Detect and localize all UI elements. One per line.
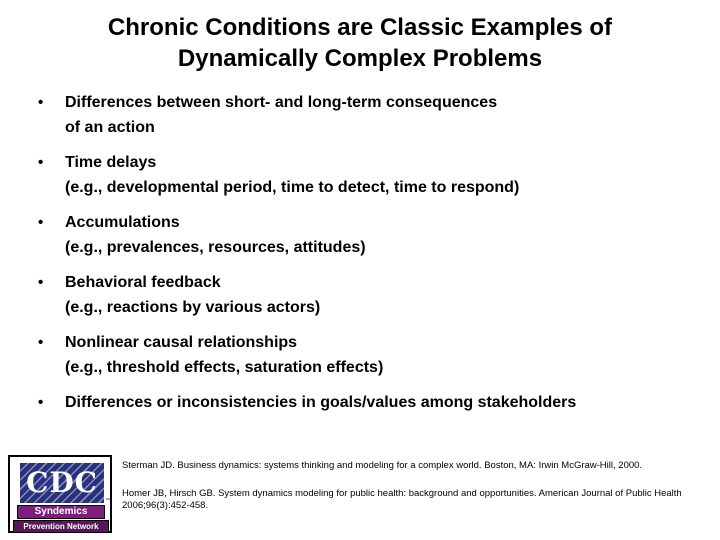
bullet-item — [38, 150, 712, 200]
bullet-item — [38, 90, 712, 140]
bullet-icon: • — [38, 154, 44, 171]
prevention-network-band: Prevention Network — [13, 520, 109, 533]
bullet-detail: of an action — [65, 119, 155, 136]
bullet-item — [38, 270, 712, 320]
cdc-logo-mark — [20, 463, 104, 503]
slide-title — [0, 0, 720, 74]
bullet-item — [38, 390, 712, 415]
bullet-heading: Accumulations — [65, 214, 180, 231]
bullet-item — [38, 210, 712, 260]
title-line-1: Chronic Conditions are Classic Examples of — [107, 14, 613, 41]
bullet-detail: (e.g., threshold effects, saturation effects) — [65, 359, 384, 376]
bullet-icon: • — [38, 274, 44, 291]
bullet-list — [0, 90, 720, 415]
bullet-item — [38, 330, 712, 380]
bullet-text — [65, 150, 712, 200]
bullet-icon: • — [38, 94, 44, 111]
bullet-detail: (e.g., reactions by various actors) — [65, 299, 321, 316]
bullet-heading: Differences between short- and long-term consequences — [65, 94, 498, 111]
cdc-acronym: CDC — [26, 466, 98, 499]
trademark-icon: ™ — [105, 498, 111, 504]
bullet-text — [65, 270, 712, 320]
citation-sterman: Sterman JD. Business dynamics: systems thinking and modeling for a complex world. Boston, MA: Irwin McGraw-Hill, 2000. — [122, 460, 643, 471]
bullet-text — [65, 210, 712, 260]
citation-block — [122, 460, 702, 528]
bullet-text — [65, 90, 712, 140]
bullet-icon: • — [38, 394, 44, 411]
bullet-detail: (e.g., developmental period, time to detect, time to respond) — [65, 179, 520, 196]
bullet-heading: Nonlinear causal relationships — [65, 334, 298, 351]
bullet-heading: Behavioral feedback — [65, 274, 221, 291]
citation-homer-hirsch: Homer JB, Hirsch GB. System dynamics modeling for public health: background and opportunities. American Journal of Public Health 2006;96(3):452-458. — [122, 488, 682, 511]
bullet-icon: • — [38, 214, 44, 231]
bullet-text — [65, 390, 712, 415]
cdc-logo — [8, 455, 112, 533]
bullet-detail: (e.g., prevalences, resources, attitudes) — [65, 239, 366, 256]
bullet-heading: Differences or inconsistencies in goals/values among stakeholders — [65, 394, 577, 411]
syndemics-band: Syndemics — [17, 505, 105, 519]
bullet-heading: Time delays — [65, 154, 157, 171]
bullet-icon: • — [38, 334, 44, 351]
bullet-text — [65, 330, 712, 380]
title-line-2: Dynamically Complex Problems — [177, 45, 543, 72]
